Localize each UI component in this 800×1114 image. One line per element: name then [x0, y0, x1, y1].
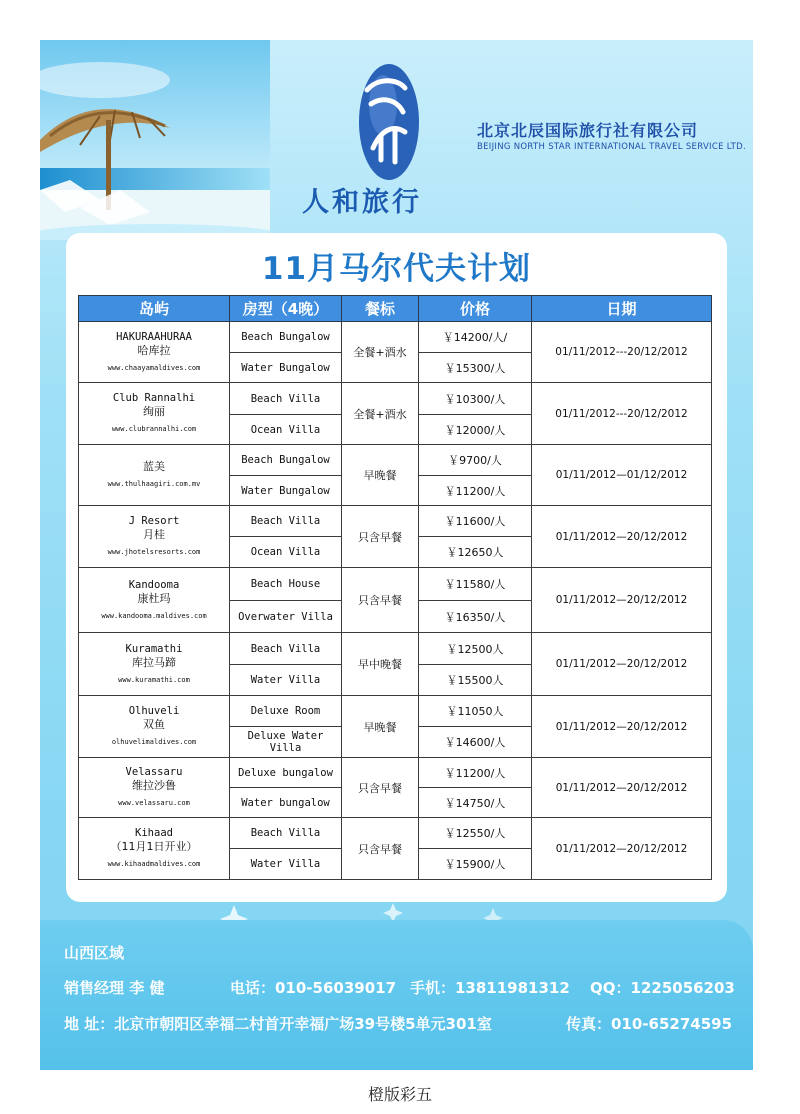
- island-name-cn: 康杜玛: [137, 591, 171, 605]
- island-cell: [79, 445, 230, 506]
- price-cell: ￥15900/人: [419, 849, 532, 880]
- company-logo: [353, 60, 425, 200]
- meal-plan-cell: 早中晚餐: [342, 633, 419, 696]
- contact-fax: 传真：010-65274595: [566, 1015, 733, 1033]
- island-website: www.clubrannalhi.com: [111, 425, 197, 433]
- table-row: [79, 758, 712, 788]
- poster: [40, 40, 753, 1070]
- room-type-cell: Deluxe Room: [230, 696, 342, 727]
- island-website: www.jhotelsresorts.com: [107, 548, 201, 556]
- price-cell: ￥12000/人: [419, 415, 532, 445]
- table-row: [79, 818, 712, 849]
- date-range-cell: 01/11/2012---20/12/2012: [532, 383, 712, 445]
- price-cell: ￥12500人: [419, 633, 532, 665]
- price-cell: ￥16350/人: [419, 601, 532, 633]
- table-row: [79, 506, 712, 537]
- room-type-cell: Deluxe bungalow: [230, 758, 342, 788]
- room-type-cell: Beach Villa: [230, 383, 342, 415]
- date-range-cell: 01/11/2012—20/12/2012: [532, 758, 712, 818]
- contact-panel: [40, 920, 753, 1070]
- island-name-cn: 绚丽: [143, 405, 165, 418]
- island-cell: [79, 818, 230, 880]
- island-name-cn: （11月1日开业）: [110, 840, 198, 853]
- meal-plan-cell: 早晚餐: [342, 445, 419, 506]
- island-name-cn: 哈库拉: [137, 343, 171, 357]
- meal-plan-cell: 全餐+酒水: [342, 322, 419, 383]
- table-row: [79, 633, 712, 665]
- date-range-cell: 01/11/2012—01/12/2012: [532, 445, 712, 506]
- room-type-cell: Water bungalow: [230, 788, 342, 818]
- room-type-cell: Deluxe Water Villa: [230, 727, 342, 758]
- column-header-meal: 餐标: [342, 296, 419, 322]
- island-name-cn: 库拉马蹄: [132, 655, 176, 669]
- island-name-cn: 蓝美: [143, 459, 165, 473]
- price-cell: ￥14200/人/: [419, 322, 532, 353]
- meal-plan-cell: 只含早餐: [342, 818, 419, 880]
- meal-plan-cell: 全餐+酒水: [342, 383, 419, 445]
- column-header-island: 岛屿: [79, 296, 230, 322]
- island-cell: [79, 633, 230, 696]
- island-name-en: Velassaru: [125, 766, 183, 778]
- price-cell: ￥11200/人: [419, 476, 532, 506]
- room-type-cell: Beach Villa: [230, 633, 342, 665]
- room-type-cell: Beach Bungalow: [230, 445, 342, 476]
- island-website: www.kandooma.maldives.com: [101, 611, 207, 620]
- room-type-cell: Ocean Villa: [230, 415, 342, 445]
- date-range-cell: 01/11/2012—20/12/2012: [532, 818, 712, 880]
- island-name-en: Kuramathi: [125, 642, 183, 655]
- contact-mobile: 手机：13811981312: [410, 979, 570, 997]
- island-name-en: Kihaad: [135, 827, 173, 839]
- island-name-en: Olhuveli: [128, 705, 180, 717]
- column-header-room: 房型（4晚）: [230, 296, 342, 322]
- room-type-cell: Beach Villa: [230, 818, 342, 849]
- page-footer: 橙版彩五: [367, 1085, 432, 1104]
- contact-address: 地 址：北京市朝阳区幸福二村首开幸福广场39号楼5单元301室: [64, 1015, 492, 1033]
- price-cell: ￥10300/人: [419, 383, 532, 415]
- island-cell: [79, 322, 230, 383]
- beach-umbrella-illustration: [40, 40, 270, 240]
- meal-plan-cell: 只含早餐: [342, 758, 419, 818]
- price-cell: ￥15500人: [419, 665, 532, 696]
- room-type-cell: Ocean Villa: [230, 537, 342, 568]
- plan-title: 11月马尔代夫计划: [261, 251, 532, 287]
- price-cell: ￥14750/人: [419, 788, 532, 818]
- room-type-cell: Beach House: [230, 568, 342, 601]
- room-type-cell: Beach Bungalow: [230, 322, 342, 353]
- table-row: [79, 383, 712, 415]
- island-name-en: J Resort: [128, 515, 180, 527]
- room-type-cell: Beach Villa: [230, 506, 342, 537]
- table-header-row: [79, 296, 712, 322]
- price-cell: ￥11600/人: [419, 506, 532, 537]
- table-row: [79, 445, 712, 476]
- price-cell: ￥12550/人: [419, 818, 532, 849]
- sales-region: 山西区域: [64, 944, 125, 962]
- contact-phone: 电话：010-56039017: [230, 979, 397, 997]
- room-type-cell: Water Bungalow: [230, 353, 342, 383]
- table-row: [79, 568, 712, 601]
- meal-plan-cell: 只含早餐: [342, 568, 419, 633]
- column-header-price: 价格: [419, 296, 532, 322]
- island-name-cn: 双鱼: [143, 718, 165, 731]
- room-type-cell: Water Villa: [230, 665, 342, 696]
- price-cell: ￥11050人: [419, 696, 532, 727]
- date-range-cell: 01/11/2012—20/12/2012: [532, 568, 712, 633]
- island-name-en: Club Rannalhi: [112, 392, 196, 404]
- table-body: [79, 322, 712, 880]
- island-name-en: HAKURAAHURAA: [116, 330, 192, 343]
- room-type-cell: Overwater Villa: [230, 601, 342, 633]
- table-row: [79, 696, 712, 727]
- date-range-cell: 01/11/2012—20/12/2012: [532, 696, 712, 758]
- island-name-en: Kandooma: [128, 578, 180, 591]
- column-header-date: 日期: [532, 296, 712, 322]
- island-website: www.kihaadmaldives.com: [107, 860, 201, 868]
- island-website: olhuvelimaldives.com: [111, 738, 197, 746]
- island-cell: [79, 568, 230, 633]
- island-website: www.thulhaagiri.com.mv: [107, 479, 201, 488]
- price-cell: ￥9700/人: [419, 445, 532, 476]
- brand-name: 人和旅行: [302, 187, 422, 218]
- date-range-cell: 01/11/2012---20/12/2012: [532, 322, 712, 383]
- price-cell: ￥11200/人: [419, 758, 532, 788]
- price-cell: ￥12650人: [419, 537, 532, 568]
- island-website: www.velassaru.com: [118, 799, 190, 807]
- island-website: www.chaayamaldives.com: [107, 363, 201, 372]
- price-cell: ￥14600/人: [419, 727, 532, 758]
- sales-manager: 销售经理 李 健: [64, 979, 165, 997]
- price-cell: ￥11580/人: [419, 568, 532, 601]
- room-type-cell: Water Bungalow: [230, 476, 342, 506]
- table-row: [79, 322, 712, 353]
- meal-plan-cell: 早晚餐: [342, 696, 419, 758]
- island-cell: [79, 506, 230, 568]
- island-name-cn: 维拉沙鲁: [132, 779, 176, 792]
- company-name-en: BEIJING NORTH STAR INTERNATIONAL TRAVEL SERVICE LTD.: [477, 142, 746, 152]
- price-cell: ￥15300/人: [419, 353, 532, 383]
- contact-qq: QQ：1225056203: [590, 979, 735, 997]
- price-table: [78, 295, 712, 880]
- island-cell: [79, 383, 230, 445]
- island-name-cn: 月桂: [143, 528, 165, 541]
- meal-plan-cell: 只含早餐: [342, 506, 419, 568]
- room-type-cell: Water Villa: [230, 849, 342, 880]
- island-cell: [79, 696, 230, 758]
- date-range-cell: 01/11/2012—20/12/2012: [532, 633, 712, 696]
- island-website: www.kuramathi.com: [118, 675, 190, 684]
- island-cell: [79, 758, 230, 818]
- company-name-cn: 北京北辰国际旅行社有限公司: [477, 121, 699, 140]
- date-range-cell: 01/11/2012—20/12/2012: [532, 506, 712, 568]
- plan-card: [66, 233, 727, 902]
